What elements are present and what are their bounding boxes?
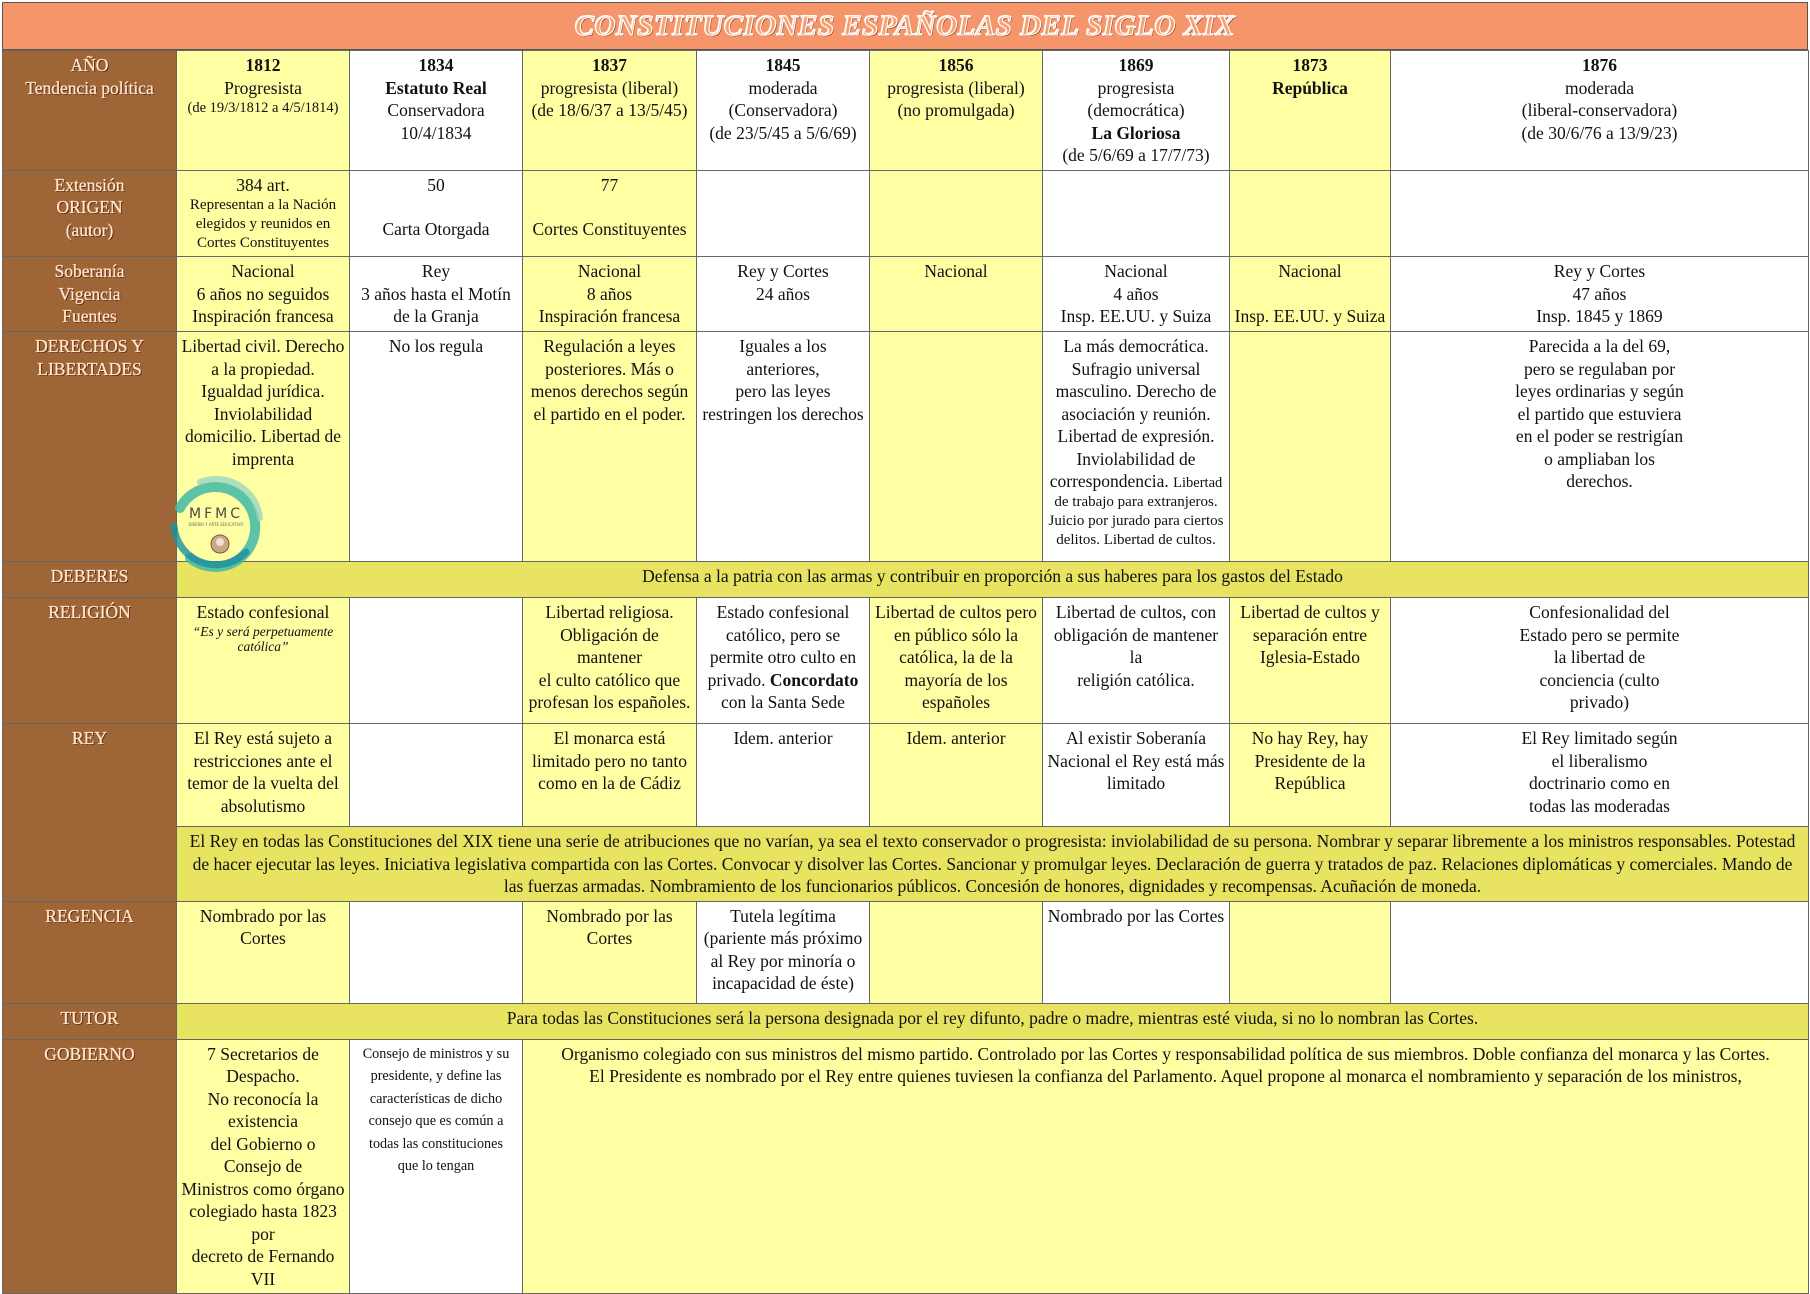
label-king: REY: [3, 724, 177, 902]
origin-1845: [697, 170, 870, 257]
origin-1869: [1043, 170, 1230, 257]
king-row: [3, 724, 1809, 827]
header-1876: 1876 moderada (liberal-conservadora) (de 30/6/76 a 13/9/23): [1391, 51, 1809, 171]
rights-row: [3, 332, 1809, 562]
label-tutor: TUTOR: [3, 1003, 177, 1039]
logo-letters: MFMC: [189, 506, 243, 522]
rights-1856: [870, 332, 1043, 562]
header-1837: 1837 progresista (liberal) (de 18/6/37 a 13/5/45): [523, 51, 697, 171]
tutor-row: [3, 1003, 1809, 1039]
origin-1812: 384 art. Representan a la Nación elegidos y reunidos en Cortes Constituyentes: [177, 170, 350, 257]
rights-1834: No los regula: [350, 332, 523, 562]
regency-1856: [870, 901, 1043, 1003]
regency-1812: Nombrado por las Cortes: [177, 901, 350, 1003]
government-1812: 7 Secretarios de Despacho. No reconocía la existencia del Gobierno o Consejo de Ministros como órgano colegiado hasta 1823 por decreto de Fernando VII: [177, 1039, 350, 1294]
label-rights: DERECHOS Y LIBERTADES: [3, 332, 177, 562]
sovereignty-1834: Rey 3 años hasta el Motín de la Granja: [350, 257, 523, 332]
king-1876: El Rey limitado según el liberalismo doctrinario como en todas las moderadas: [1391, 724, 1809, 827]
origin-1876: [1391, 170, 1809, 257]
sovereignty-1869: Nacional 4 años Insp. EE.UU. y Suiza: [1043, 257, 1230, 332]
header-1869: 1869 progresista (democrática) La Gloriosa (de 5/6/69 a 17/7/73): [1043, 51, 1230, 171]
page-title: CONSTITUCIONES ESPAÑOLAS DEL SIGLO XIX: [574, 9, 1236, 42]
header-1845: 1845 moderada (Conservadora) (de 23/5/45 a 5/6/69): [697, 51, 870, 171]
religion-1869: Libertad de cultos, con obligación de mantener la religión católica.: [1043, 598, 1230, 724]
regency-1834: [350, 901, 523, 1003]
king-1812: El Rey está sujeto a restricciones ante el temor de la vuelta del absolutismo: [177, 724, 350, 827]
religion-1876: Confesionalidad del Estado pero se permite la libertad de conciencia (culto privado): [1391, 598, 1809, 724]
king-1869: Al existir Soberanía Nacional el Rey está más limitado: [1043, 724, 1230, 827]
header-1856: 1856 progresista (liberal) (no promulgada): [870, 51, 1043, 171]
sovereignty-row: [3, 257, 1809, 332]
king-band-row: [3, 827, 1809, 902]
title-bar: [2, 2, 1808, 50]
header-row: [3, 51, 1809, 171]
king-attributions: El Rey en todas las Constituciones del XIX tiene una serie de atribuciones que no varían, ya sea el texto conservador o progresista: inviolabilidad de su persona. Nombrar y separar libremente a los ministros responsables. Potestad de hacer ejecutar las leyes. Iniciativa legislativa compartida con las Cortes. Convocar y disolver las Cortes. Sancionar y promulgar leyes. Declaración de guerra y tratados de paz. Relaciones diplomáticas y comerciales. Mando de las fuerzas armadas. Nombramiento de los funcionarios públicos. Concesión de honores, dignidades y recompensas. Acuñación de moneda.: [177, 827, 1809, 902]
regency-row: [3, 901, 1809, 1003]
regency-1845: Tutela legítima (pariente más próximo al Rey por minoría o incapacidad de éste): [697, 901, 870, 1003]
origin-row: [3, 170, 1809, 257]
constitutions-table: [2, 50, 1809, 1294]
label-year: AÑO Tendencia política: [3, 51, 177, 171]
regency-1837: Nombrado por las Cortes: [523, 901, 697, 1003]
rights-1845: Iguales a los anteriores, pero las leyes restringen los derechos: [697, 332, 870, 562]
sovereignty-1812: Nacional 6 años no seguidos Inspiración francesa: [177, 257, 350, 332]
tutor-text: Para todas las Constituciones será la persona designada por el rey difunto, padre o madre, mientras esté viuda, si no lo nombran las Cortes.: [177, 1003, 1809, 1039]
origin-1834: 50 Carta Otorgada: [350, 170, 523, 257]
label-regency: REGENCIA: [3, 901, 177, 1003]
header-1812: 1812 Progresista (de 19/3/1812 a 4/5/1814): [177, 51, 350, 171]
label-government: GOBIERNO: [3, 1039, 177, 1294]
origin-1856: [870, 170, 1043, 257]
sovereignty-1845: Rey y Cortes 24 años: [697, 257, 870, 332]
origin-1837: 77 Cortes Constituyentes: [523, 170, 697, 257]
duties-row: [3, 562, 1809, 598]
religion-1837: Libertad religiosa. Obligación de mantener el culto católico que profesan los españoles.: [523, 598, 697, 724]
government-rest: Organismo colegiado con sus ministros del mismo partido. Controlado por las Cortes y responsabilidad política de sus miembros. Doble confianza del monarca y las Cortes. El Presidente es nombrado por el Rey entre quienes tuviesen la confianza del Parlamento. Aquel propone al monarca el nombramiento y separación de los ministros,: [523, 1039, 1809, 1294]
rights-1876: Parecida a la del 69, pero se regulaban por leyes ordinarias y según el partido que estuviera en el poder se restrigían o ampliaban los derechos.: [1391, 332, 1809, 562]
king-1873: No hay Rey, hay Presidente de la República: [1230, 724, 1391, 827]
rights-1812: Libertad civil. Derecho a la propiedad. Igualdad jurídica. Inviolabilidad domicilio. Libertad de imprenta: [177, 332, 350, 562]
sovereignty-1837: Nacional 8 años Inspiración francesa: [523, 257, 697, 332]
religion-1834: [350, 598, 523, 724]
religion-1845: Estado confesional católico, pero se permite otro culto en privado. Concordato con la Santa Sede: [697, 598, 870, 724]
rights-1869: La más democrática. Sufragio universal masculino. Derecho de asociación y reunión. Libertad de expresión. Inviolabilidad de correspondencia. Libertad de trabajo para extranjeros. Juicio por jurado para ciertos delitos. Libertad de cultos.: [1043, 332, 1230, 562]
regency-1873: [1230, 901, 1391, 1003]
rights-1837: Regulación a leyes posteriores. Más o menos derechos según el partido en el poder.: [523, 332, 697, 562]
sovereignty-1876: Rey y Cortes 47 años Insp. 1845 y 1869: [1391, 257, 1809, 332]
religion-1812: Estado confesional “Es y será perpetuamente católica”: [177, 598, 350, 724]
label-religion: RELIGIÓN: [3, 598, 177, 724]
rights-1873: [1230, 332, 1391, 562]
king-1856: Idem. anterior: [870, 724, 1043, 827]
duties-text: Defensa a la patria con las armas y contribuir en proporción a sus haberes para los gastos del Estado: [177, 562, 1809, 598]
label-sovereignty: Soberanía Vigencia Fuentes: [3, 257, 177, 332]
king-1834: [350, 724, 523, 827]
government-1834: Consejo de ministros y su presidente, y define las características de dicho consejo que es común a todas las constituciones que lo tengan: [350, 1039, 523, 1294]
header-1834: 1834 Estatuto Real Conservadora 10/4/1834: [350, 51, 523, 171]
government-row: [3, 1039, 1809, 1294]
sovereignty-1856: Nacional: [870, 257, 1043, 332]
mfmc-logo: [160, 468, 272, 576]
header-1873: 1873 República: [1230, 51, 1391, 171]
logo-subtitle: DISEÑO Y ARTE EDUCATIVO: [188, 522, 244, 527]
sovereignty-1873: Nacional Insp. EE.UU. y Suiza: [1230, 257, 1391, 332]
label-duties: DEBERES: [3, 562, 177, 598]
regency-1869: Nombrado por las Cortes: [1043, 901, 1230, 1003]
origin-1873: [1230, 170, 1391, 257]
king-1845: Idem. anterior: [697, 724, 870, 827]
king-1837: El monarca está limitado pero no tanto como en la de Cádiz: [523, 724, 697, 827]
label-origin: Extensión ORIGEN (autor): [3, 170, 177, 257]
regency-1876: [1391, 901, 1809, 1003]
religion-1856: Libertad de cultos pero en público sólo la católica, la de la mayoría de los españoles: [870, 598, 1043, 724]
religion-1873: Libertad de cultos y separación entre Iglesia-Estado: [1230, 598, 1391, 724]
religion-row: [3, 598, 1809, 724]
